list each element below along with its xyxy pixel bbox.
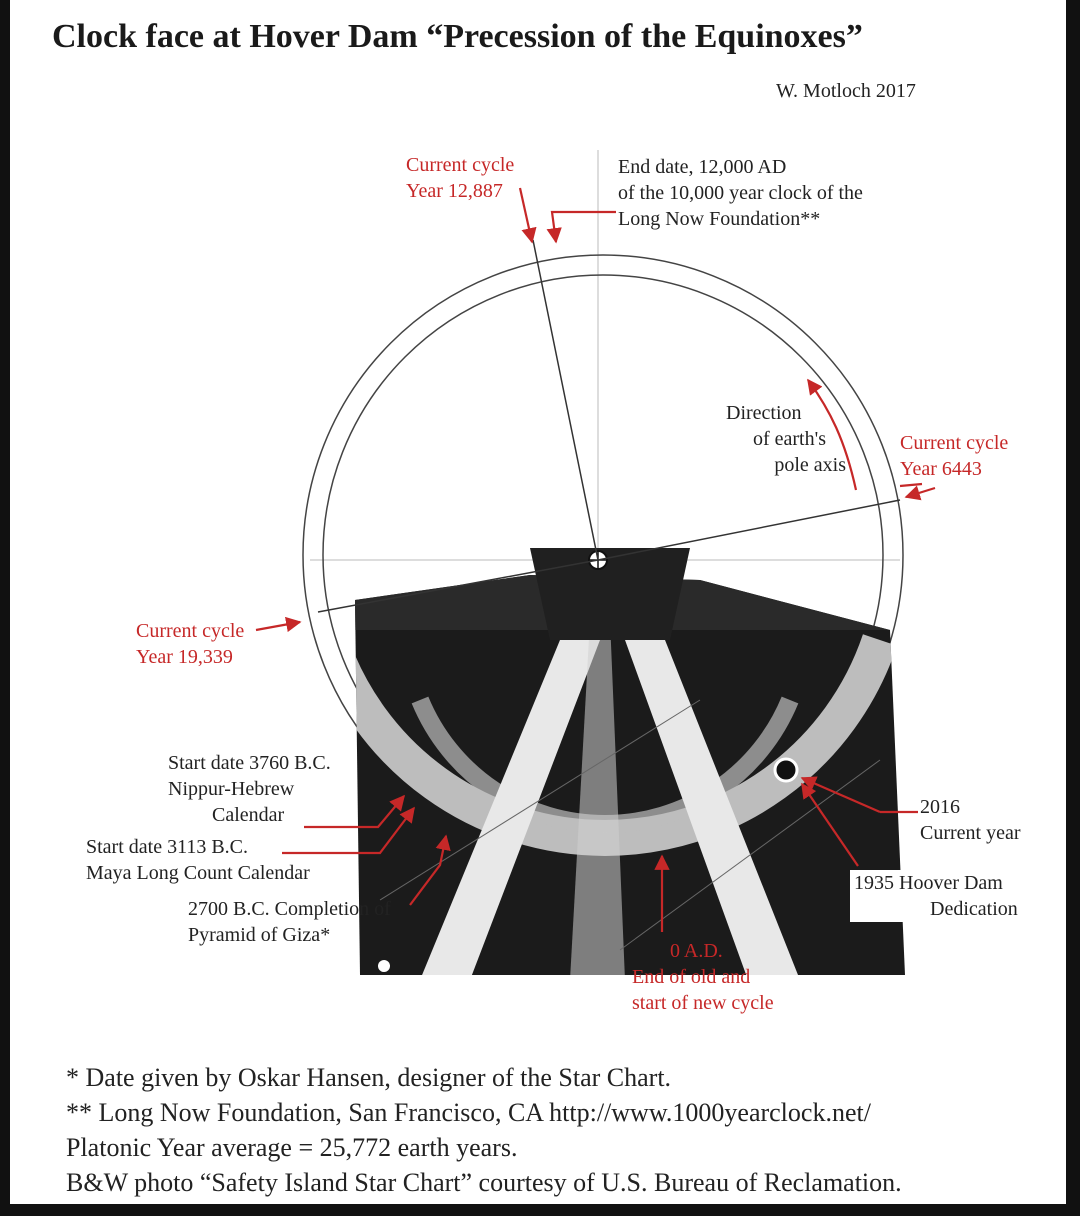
label-giza: 2700 B.C. Completion of Pyramid of Giza* [188,898,391,946]
current-year-dot [775,759,797,781]
pedestal [530,548,690,640]
label-current-cycle-top: Current cycle Year 12,887 [406,154,515,202]
label-current-year: 2016 Current year [920,796,1021,844]
label-current-cycle-right: Current cycle Year 6443 [900,432,1009,480]
page-title: Clock face at Hover Dam “Precession of the Equinoxes” [52,18,863,55]
label-start-hebrew: Start date 3760 B.C. Nippur-Hebrew Calendar [168,752,331,826]
arrow-current-cycle-top [520,188,532,242]
label-direction: Direction of earth's pole axis [726,402,846,476]
axis-12887 [533,240,598,560]
arrow-current-cycle-left [256,622,300,630]
label-hoover: 1935 Hoover Dam Dedication [850,870,1022,922]
arrow-end-date [552,212,616,242]
small-star-dot [378,960,390,972]
label-start-maya: Start date 3113 B.C. Maya Long Count Calendar [86,836,310,884]
arrow-current-cycle-right [906,488,935,497]
axis-6443 [598,500,900,560]
footnote-4: B&W photo “Safety Island Star Chart” courtesy of U.S. Bureau of Reclamation. [66,1168,902,1197]
footnote-1: * Date given by Oskar Hansen, designer of the Star Chart. [66,1063,672,1092]
footnotes [66,1060,902,1200]
author-credit: W. Motloch 2017 [776,80,916,102]
label-end-date: End date, 12,000 AD of the 10,000 year clock of the Long Now Foundation** [618,156,863,230]
label-zero-ad: 0 A.D. End of old and start of new cycle [632,940,774,1014]
footnote-2: ** Long Now Foundation, San Francisco, CA http://www.1000yearclock.net/ [66,1098,871,1127]
label-current-cycle-left: Current cycle Year 19,339 [136,620,245,668]
footnote-3: Platonic Year average = 25,772 earth years. [66,1133,518,1162]
